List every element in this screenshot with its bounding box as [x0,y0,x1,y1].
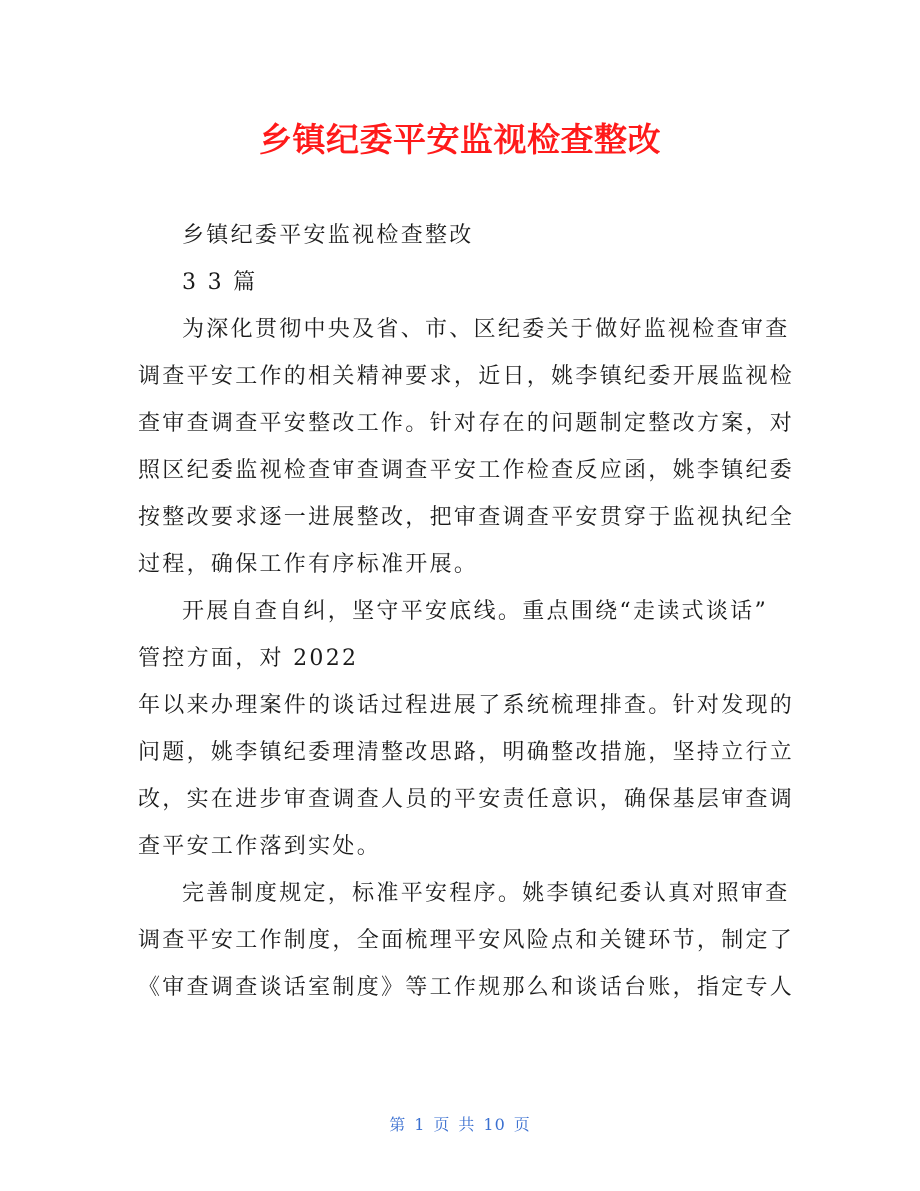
document-title: 乡镇纪委平安监视检查整改 [259,120,661,159]
footer-prefix: 第 [389,1115,407,1134]
document-body [138,212,795,1011]
paragraph-line: 问题，姚李镇纪委理清整改思路，明确整改措施，坚持立行立 [138,740,795,765]
paragraph-line: 查平安工作落到实处。 [138,834,382,859]
paragraph-line: 《审查调查谈话室制度》等工作规那么和谈话台账，指定专人 [138,975,795,1000]
paragraph-line: 开展自查自纠，坚守平安底线。重点围绕“走读式谈话” [182,599,768,624]
paragraph-line: 查审查调查平安整改工作。针对存在的问题制定整改方案，对 [138,411,795,436]
count-line: 3 3 篇 [182,270,258,295]
paragraph-line: 完善制度规定，标准平安程序。姚李镇纪委认真对照审查 [182,881,790,906]
paragraph-line: 管控方面，对 2022 [138,646,359,671]
footer-suffix: 页 [513,1115,531,1134]
footer-page-label: 页 [433,1115,451,1134]
paragraph-2 [138,588,795,870]
paragraph-1 [138,306,795,588]
paragraph-3 [138,870,795,1011]
paragraph-line: 为深化贯彻中央及省、市、区纪委关于做好监视检查审查 [182,317,790,342]
page-footer [0,1113,920,1137]
paragraph-line: 调查平安工作制度，全面梳理平安风险点和关键环节，制定了 [138,928,795,953]
paragraph-line: 过程，确保工作有序标准开展。 [138,552,479,577]
paragraph-line: 调查平安工作的相关精神要求，近日，姚李镇纪委开展监视检 [138,364,795,389]
footer-total-label: 共 [458,1115,476,1134]
subtitle-line: 乡镇纪委平安监视检查整改 [182,223,474,248]
footer-total-pages: 10 [483,1115,506,1134]
paragraph-line: 按整改要求逐一进展整改，把审查调查平安贯穿于监视执纪全 [138,505,795,530]
paragraph-line: 年以来办理案件的谈话过程进展了系统梳理排查。针对发现的 [138,693,795,718]
footer-current-page: 1 [414,1115,426,1134]
paragraph-line: 改，实在进步审查调查人员的平安责任意识，确保基层审查调 [138,787,795,812]
paragraph-line: 照区纪委监视检查审查调查平安工作检查反应函，姚李镇纪委 [138,458,795,483]
